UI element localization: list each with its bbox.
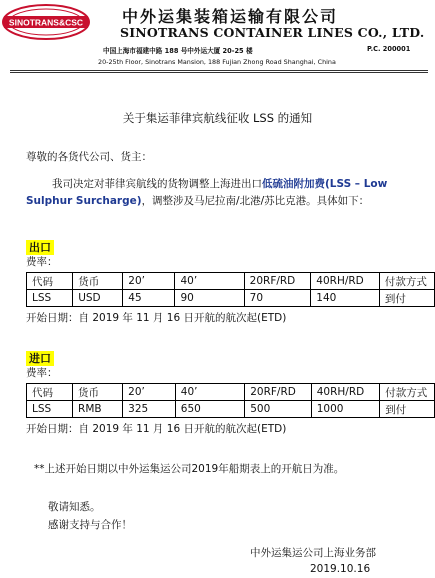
company-name-cn: 中外运集装箱运输有限公司 xyxy=(122,7,339,26)
table-header-cell: 20RF/RD xyxy=(244,273,311,290)
table-header-cell: 货币 xyxy=(73,273,123,290)
intro-text-1: 我司决定对菲律宾航线的货物调整上海进出口 xyxy=(52,178,262,190)
table-cell: 到付 xyxy=(379,290,434,307)
header-rule-bottom xyxy=(10,72,428,73)
logo-text: SINOTRANS&CSC xyxy=(8,17,84,28)
import-label-wrap xyxy=(26,347,54,366)
table-header-cell: 货币 xyxy=(73,384,123,401)
table-row xyxy=(27,401,435,418)
export-rate-table xyxy=(26,272,435,307)
closing-line-2: 感谢支持与合作！ xyxy=(48,519,132,531)
table-cell: 650 xyxy=(175,401,244,418)
table-header-row xyxy=(27,273,435,290)
table-header-cell: 20’ xyxy=(123,384,176,401)
company-logo xyxy=(2,4,90,40)
export-label: 出口 xyxy=(26,240,54,255)
notice-date: 2019.10.16 xyxy=(310,563,371,575)
table-header-cell: 20RF/RD xyxy=(245,384,312,401)
export-rate-label: 费率： xyxy=(26,256,58,268)
table-header-cell: 代码 xyxy=(27,384,73,401)
header-rule-top xyxy=(10,70,428,71)
table-cell: USD xyxy=(73,290,123,307)
table-cell: 到付 xyxy=(380,401,435,418)
table-cell: 70 xyxy=(244,290,311,307)
table-header-cell: 40RH/RD xyxy=(311,384,380,401)
footnote: **上述开始日期以中外运集运公司2019年船期表上的开航日为准。 xyxy=(34,463,345,475)
table-header-cell: 付款方式 xyxy=(379,273,434,290)
signature: 中外运集运公司上海业务部 xyxy=(250,547,376,559)
export-label-wrap xyxy=(26,236,54,255)
import-rate-label: 费率： xyxy=(26,367,58,379)
table-header-cell: 代码 xyxy=(27,273,73,290)
table-header-cell: 20’ xyxy=(123,273,175,290)
table-header-cell: 40RH/RD xyxy=(311,273,380,290)
import-start-date: 开始日期：自 2019 年 11 月 16 日开航的航次起(ETD) xyxy=(26,423,287,435)
intro-text-2: ，调整涉及马尼拉南/北港/苏比克港。具体如下： xyxy=(141,195,370,207)
table-cell: 500 xyxy=(245,401,312,418)
table-cell: 325 xyxy=(123,401,176,418)
closing-line-1: 敬请知悉。 xyxy=(48,501,101,513)
export-start-date: 开始日期：自 2019 年 11 月 16 日开航的航次起(ETD) xyxy=(26,312,287,324)
table-cell: 1000 xyxy=(311,401,380,418)
table-cell: LSS xyxy=(27,401,73,418)
postcode: P.C. 200001 xyxy=(367,45,411,53)
table-header-cell: 40’ xyxy=(175,273,244,290)
table-cell: 90 xyxy=(175,290,244,307)
import-rate-table xyxy=(26,383,435,418)
table-row xyxy=(27,290,435,307)
table-header-cell: 付款方式 xyxy=(380,384,435,401)
company-name-en: SINOTRANS CONTAINER LINES CO., LTD. xyxy=(120,25,425,40)
table-cell: 45 xyxy=(123,290,175,307)
table-cell: 140 xyxy=(311,290,380,307)
import-label: 进口 xyxy=(26,351,54,366)
salutation: 尊敬的各货代公司、货主： xyxy=(26,151,152,163)
company-address-en: 20-25th Floor, Sinotrans Mansion, 188 Fujian Zhong Road Shanghai, China xyxy=(98,58,336,66)
notice-title: 关于集运菲律宾航线征收 LSS 的通知 xyxy=(122,111,313,125)
table-header-row xyxy=(27,384,435,401)
company-address-cn: 中国上海市福建中路 188 号中外运大厦 20-25 楼 xyxy=(103,47,253,55)
table-cell: LSS xyxy=(27,290,73,307)
table-header-cell: 40’ xyxy=(175,384,244,401)
table-cell: RMB xyxy=(73,401,123,418)
intro-paragraph xyxy=(26,176,426,210)
intro-highlight: 低硫油附加费(LSS – Low Sulphur Surcharge) xyxy=(26,178,388,207)
